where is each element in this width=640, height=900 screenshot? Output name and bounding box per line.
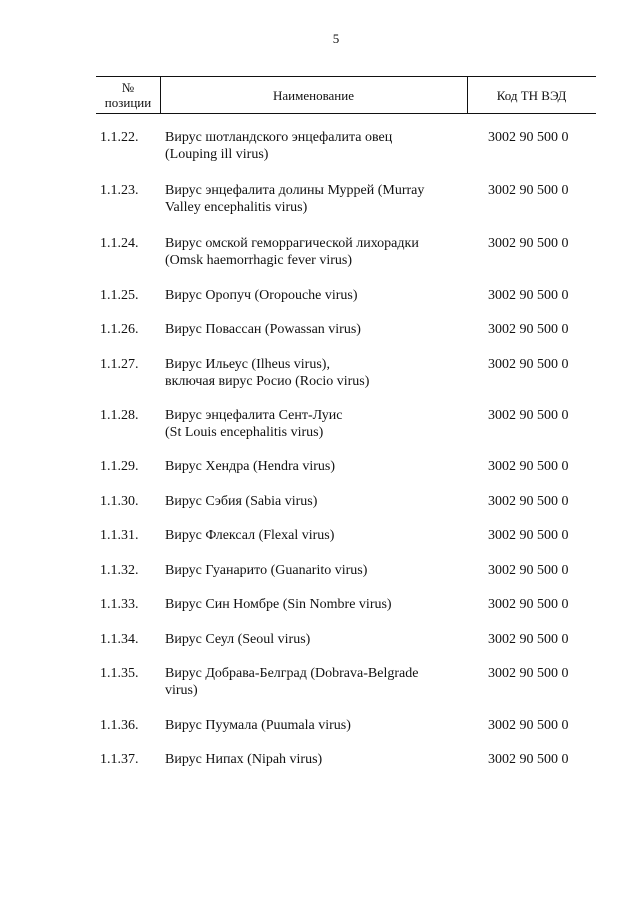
tn-ved-code: 3002 90 500 0 — [488, 666, 569, 681]
tn-ved-code: 3002 90 500 0 — [488, 408, 569, 423]
item-name: Вирус Флексал (Flexal virus) — [165, 528, 335, 543]
item-name: Вирус Добрава-Белград (Dobrava-Belgrade virus) — [165, 666, 419, 698]
position-number: 1.1.24. — [100, 236, 139, 251]
tn-ved-code: 3002 90 500 0 — [488, 459, 569, 474]
position-number: 1.1.36. — [100, 718, 139, 733]
item-name: Вирус шотландского энцефалита овец (Louping ill virus) — [165, 130, 393, 162]
tn-ved-code: 3002 90 500 0 — [488, 236, 569, 251]
tn-ved-code: 3002 90 500 0 — [488, 130, 569, 145]
tn-ved-code: 3002 90 500 0 — [488, 357, 569, 372]
item-name: Вирус Хендра (Hendra virus) — [165, 459, 336, 474]
header-position-number — [96, 77, 160, 113]
header-name: Наименование — [273, 87, 354, 103]
item-name: Вирус Сэбия (Sabia virus) — [165, 494, 318, 509]
position-number: 1.1.26. — [100, 322, 139, 337]
tn-ved-code: 3002 90 500 0 — [488, 494, 569, 509]
header-code: Код ТН ВЭД — [496, 87, 567, 103]
position-number: 1.1.25. — [100, 288, 139, 303]
page-number: 5 — [332, 31, 340, 46]
tn-ved-code: 3002 90 500 0 — [488, 718, 569, 733]
position-number: 1.1.29. — [100, 459, 139, 474]
tn-ved-code: 3002 90 500 0 — [488, 632, 569, 647]
item-name: Вирус Пуумала (Puumala virus) — [165, 718, 351, 733]
position-number: 1.1.31. — [100, 528, 139, 543]
tn-ved-code: 3002 90 500 0 — [488, 288, 569, 303]
tn-ved-code: 3002 90 500 0 — [488, 563, 569, 578]
position-number: 1.1.22. — [100, 130, 139, 145]
tn-ved-code: 3002 90 500 0 — [488, 183, 569, 198]
item-name: Вирус Ильеус (Ilheus virus), включая вирус Росио (Rocio virus) — [165, 357, 370, 389]
item-name: Вирус Син Номбре (Sin Nombre virus) — [165, 597, 392, 612]
header-num-label: позиции — [104, 95, 152, 110]
position-number: 1.1.32. — [100, 563, 139, 578]
tn-ved-code: 3002 90 500 0 — [488, 322, 569, 337]
position-number: 1.1.30. — [100, 494, 139, 509]
position-number: 1.1.35. — [100, 666, 139, 681]
item-name: Вирус Оропуч (Oropouche virus) — [165, 288, 358, 303]
position-number: 1.1.23. — [100, 183, 139, 198]
item-name: Вирус Нипах (Nipah virus) — [165, 752, 323, 767]
item-name: Вирус Гуанарито (Guanarito virus) — [165, 563, 368, 578]
tn-ved-code: 3002 90 500 0 — [488, 528, 569, 543]
item-name: Вирус энцефалита долины Муррей (Murray Valley encephalitis virus) — [165, 183, 425, 215]
table-header — [96, 76, 596, 114]
item-name: Вирус Сеул (Seoul virus) — [165, 632, 311, 647]
tn-ved-code: 3002 90 500 0 — [488, 752, 569, 767]
position-number: 1.1.37. — [100, 752, 139, 767]
position-number: 1.1.28. — [100, 408, 139, 423]
position-number: 1.1.27. — [100, 357, 139, 372]
position-number: 1.1.34. — [100, 632, 139, 647]
tn-ved-code: 3002 90 500 0 — [488, 597, 569, 612]
position-number: 1.1.33. — [100, 597, 139, 612]
item-name: Вирус Повассан (Powassan virus) — [165, 322, 361, 337]
header-num-symbol: № — [121, 80, 135, 95]
item-name: Вирус энцефалита Сент-Луис (St Louis encephalitis virus) — [165, 408, 343, 440]
item-name: Вирус омской геморрагической лихорадки (Omsk haemorrhagic fever virus) — [165, 236, 419, 268]
